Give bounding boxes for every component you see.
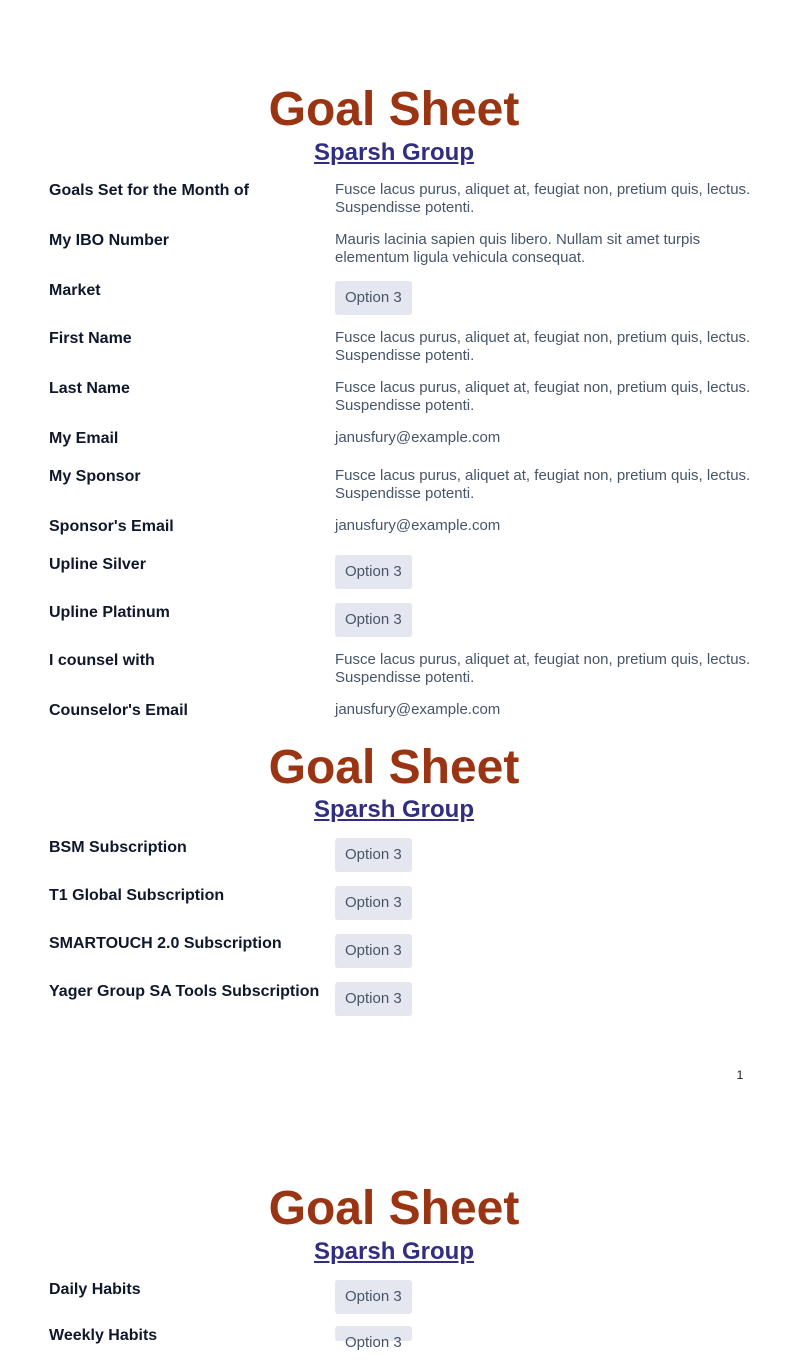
option-chip: Option 3	[335, 603, 412, 637]
option-chip: Option 3	[335, 886, 412, 920]
field-label: Yager Group SA Tools Subscription	[49, 983, 320, 1000]
option-chip: Option 3	[335, 1280, 412, 1314]
field-label: Goals Set for the Month of	[49, 182, 249, 199]
field-label: My Email	[49, 430, 119, 447]
option-chip: Option 3	[335, 934, 412, 968]
field-value: Fusce lacus purus, aliquet at, feugiat non, pretium quis, lectus. Suspendisse potenti.	[335, 651, 751, 686]
field-label: Market	[49, 282, 101, 299]
option-chip: Option 3	[335, 1326, 412, 1341]
field-label: My Sponsor	[49, 468, 141, 485]
field-label: SMARTOUCH 2.0 Subscription	[49, 935, 282, 952]
page-title: Goal Sheet	[268, 741, 520, 794]
field-label: I counsel with	[49, 652, 155, 669]
field-label: Sponsor's Email	[49, 518, 174, 535]
option-chip: Option 3	[335, 281, 412, 315]
page-subtitle	[0, 138, 788, 168]
page-subtitle	[0, 795, 788, 825]
field-value: janusfury@example.com	[335, 429, 501, 446]
field-value: Mauris lacinia sapien quis libero. Nullam sit amet turpis elementum ligula vehicula consequat.	[335, 231, 701, 266]
field-label: T1 Global Subscription	[49, 887, 225, 904]
field-label: BSM Subscription	[49, 839, 187, 856]
sparsh-group-link[interactable]: Sparsh Group	[313, 139, 475, 166]
field-value: Fusce lacus purus, aliquet at, feugiat non, pretium quis, lectus. Suspendisse potenti.	[335, 467, 751, 502]
field-value: Fusce lacus purus, aliquet at, feugiat non, pretium quis, lectus. Suspendisse potenti.	[335, 181, 751, 216]
field-label: Daily Habits	[49, 1281, 141, 1298]
field-label: Last Name	[49, 380, 130, 397]
field-label: Counselor's Email	[49, 702, 188, 719]
page-title: Goal Sheet	[268, 1182, 520, 1235]
field-label: Upline Silver	[49, 556, 146, 573]
option-chip: Option 3	[335, 982, 412, 1016]
sparsh-group-link[interactable]: Sparsh Group	[313, 796, 475, 823]
field-value: janusfury@example.com	[335, 517, 501, 534]
field-value: janusfury@example.com	[335, 701, 501, 718]
field-label: First Name	[49, 330, 132, 347]
field-label: Upline Platinum	[49, 604, 170, 621]
page-subtitle	[0, 1237, 788, 1267]
field-value: Fusce lacus purus, aliquet at, feugiat non, pretium quis, lectus. Suspendisse potenti.	[335, 329, 751, 364]
page-number: 1	[736, 1068, 744, 1082]
page-title: Goal Sheet	[268, 83, 520, 136]
field-label: My IBO Number	[49, 232, 170, 249]
field-label: Weekly Habits	[49, 1327, 158, 1344]
option-chip: Option 3	[335, 838, 412, 872]
field-value: Fusce lacus purus, aliquet at, feugiat non, pretium quis, lectus. Suspendisse potenti.	[335, 379, 751, 414]
sparsh-group-link[interactable]: Sparsh Group	[313, 1238, 475, 1265]
option-chip: Option 3	[335, 555, 412, 589]
